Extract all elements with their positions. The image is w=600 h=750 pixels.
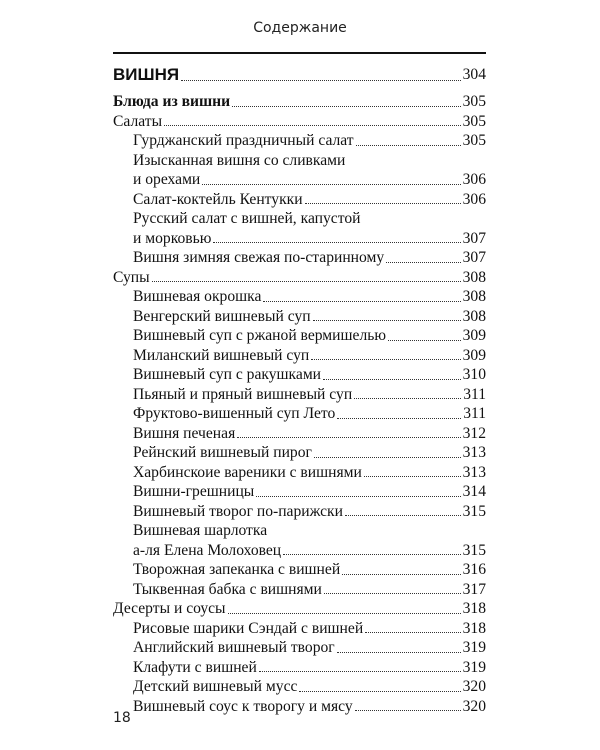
toc-title: и морковью [133,229,212,247]
dot-leader [299,691,460,692]
dot-leader [256,496,460,497]
toc-item[interactable] [113,580,486,600]
toc-page: 310 [462,366,486,383]
toc-page: 306 [462,171,486,188]
toc-title: Десерты и соусы [113,600,226,617]
toc-title: Вишневая окрошка [133,288,262,305]
dot-leader [202,184,460,185]
toc-page: 307 [462,229,486,247]
toc-item[interactable] [113,365,486,385]
dot-leader [355,710,461,711]
toc-title: Супы [113,268,150,286]
dot-leader [323,379,461,380]
toc-page: 311 [463,405,486,422]
toc-page: 311 [463,385,486,403]
header-rule [113,52,486,54]
toc-item[interactable] [113,638,486,658]
dot-leader [364,476,461,477]
toc-title: Гурджанский праздничный салат [133,132,354,149]
toc-item-first-line: Русский салат с вишней, капустой [133,210,361,227]
toc-item[interactable] [113,677,486,697]
toc-item[interactable] [113,404,486,424]
toc-page: 308 [462,307,486,325]
toc-item[interactable] [113,463,486,483]
toc-part-dishes[interactable] [113,92,486,112]
toc-title: Салат-коктейль Кентукки [133,190,303,208]
toc-page: 318 [462,600,486,617]
toc-page: 318 [462,619,486,637]
toc-title: Вишневый суп с ракушками [133,366,322,383]
toc-title: Вишневый соус к творогу и мясу [133,697,353,715]
toc-page: 305 [462,93,486,110]
dot-leader [232,106,460,107]
toc-title: Рисовые шарики Сэндай с вишней [133,619,364,637]
dot-leader [311,359,460,360]
toc-title: Вишневый творог по-парижски [133,502,343,520]
toc-item[interactable] [113,541,486,561]
toc-title: Миланский вишневый суп [133,346,310,364]
toc-page: 320 [462,678,486,695]
toc-item[interactable] [113,190,486,210]
toc-item[interactable] [113,248,486,268]
toc-page: 313 [462,444,486,461]
toc-page: 319 [462,658,486,676]
toc-item[interactable] [113,346,486,366]
toc-title: Английский вишневый творог [133,639,335,656]
toc-page: 307 [462,249,486,266]
toc-item[interactable] [113,287,486,307]
dot-leader [337,418,461,419]
toc-item[interactable] [113,502,486,522]
toc-title: Блюда из вишни [113,93,231,110]
dot-leader [313,320,461,321]
toc-item[interactable] [113,131,486,151]
dot-leader [164,125,461,126]
toc-title: Тыквенная бабка с вишнями [133,580,322,598]
dot-leader [337,652,461,653]
toc-title: Вишни-грешницы [133,483,255,500]
toc-page: 317 [462,580,486,598]
toc-title: Рейнский вишневый пирог [133,444,312,461]
toc-title: Клафути с вишней [133,658,257,676]
toc-title: Детский вишневый мусс [133,678,298,695]
dot-leader [263,301,460,302]
toc-page: 309 [462,346,486,364]
toc-category-salads[interactable] [113,112,486,132]
dot-leader [354,398,461,399]
toc-item[interactable] [113,697,486,717]
dot-leader [213,242,460,243]
table-of-contents [113,64,486,716]
toc-page: 316 [462,561,486,578]
toc-page: 312 [462,424,486,442]
toc-item[interactable] [113,229,486,249]
toc-title: Фруктово-вишенный суп Лето [133,405,336,422]
toc-page: 305 [462,132,486,149]
toc-item[interactable] [113,619,486,639]
toc-item[interactable] [113,385,486,405]
dot-leader [314,457,461,458]
toc-title: Вишня зимняя свежая по-старинному [133,249,385,266]
toc-item[interactable] [113,424,486,444]
toc-page: 319 [462,639,486,656]
toc-page: 309 [462,327,486,344]
toc-title: Пьяный и пряный вишневый суп [133,385,353,403]
toc-title: ВИШНЯ [113,65,180,84]
toc-title: Венгерский вишневый суп [133,307,311,325]
running-header: Содержание [253,20,347,36]
toc-page: 304 [462,66,486,83]
toc-page: 305 [462,112,486,130]
dot-leader [345,515,461,516]
dot-leader [388,340,461,341]
dot-leader [259,671,461,672]
toc-title: Салаты [113,112,163,130]
dot-leader [228,613,461,614]
toc-section-cherry[interactable] [113,64,486,86]
toc-title: Вишня печеная [133,424,236,442]
dot-leader [324,593,461,594]
toc-item-first-line: Вишневая шарлотка [133,522,268,539]
toc-item[interactable] [113,482,486,502]
toc-page: 314 [462,483,486,500]
toc-page: 308 [462,268,486,286]
toc-item[interactable] [113,560,486,580]
page-number: 18 [113,710,131,726]
toc-item-first-line: Изысканная вишня со сливками [133,151,346,169]
toc-title: Харбинскоие вареники с вишнями [133,463,362,481]
toc-page: 315 [462,541,486,559]
toc-title: Вишневый суп с ржаной вермишелью [133,327,386,344]
toc-title: Творожная запеканка с вишней [133,561,341,578]
dot-leader [342,574,460,575]
toc-page: 308 [462,288,486,305]
toc-category-desserts[interactable] [113,599,486,619]
toc-page: 306 [462,190,486,208]
toc-page: 315 [462,502,486,520]
toc-page: 320 [462,697,486,715]
toc-item[interactable] [113,170,486,190]
toc-page: 313 [462,463,486,481]
toc-item[interactable] [113,326,486,346]
toc-title: и орехами [133,171,201,188]
dot-leader [386,262,460,263]
dot-leader [152,281,461,282]
toc-item[interactable] [113,307,486,327]
dot-leader [305,203,461,204]
toc-category-soups[interactable] [113,268,486,288]
toc-title: а-ля Елена Молоховец [133,541,282,559]
dot-leader [237,437,460,438]
dot-leader [365,632,460,633]
dot-leader [356,145,461,146]
toc-item[interactable] [113,443,486,463]
dot-leader [283,554,460,555]
toc-item[interactable] [113,658,486,678]
dot-leader [181,80,461,81]
